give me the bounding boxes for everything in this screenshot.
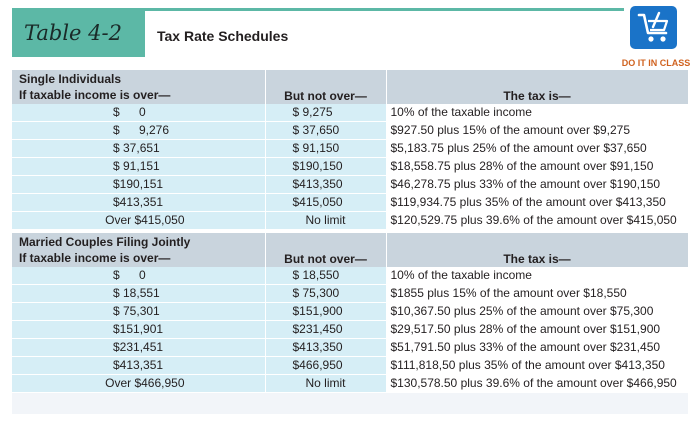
- tax-formula-cell: $120,529.75 plus 39.6% of the amount over $415,050: [386, 212, 688, 230]
- income-not-over-cell: $231,450: [265, 321, 386, 339]
- tax-formula-cell: $18,558.75 plus 28% of the amount over $91,150: [386, 158, 688, 176]
- income-over-value: $190,151: [113, 177, 164, 191]
- table-row: [12, 339, 688, 357]
- tax-formula-cell: $111,818,50 plus 35% of the amount over $413,350: [386, 357, 688, 375]
- income-over-value: $231,451: [113, 340, 164, 354]
- income-over-cell: [12, 285, 265, 303]
- income-over-value: 0: [139, 105, 146, 119]
- tax-formula-cell: $29,517.50 plus 28% of the amount over $151,900: [386, 321, 688, 339]
- income-over-value: Over $415,050: [105, 213, 185, 227]
- income-over-cell: [12, 194, 265, 212]
- income-over-value: $151,901: [113, 322, 164, 336]
- income-over-value: $ 91,151: [113, 159, 160, 173]
- income-over-value: $ 18,551: [113, 286, 160, 300]
- income-over-cell: [12, 176, 265, 194]
- single-header-row: [12, 70, 688, 104]
- table-row: [12, 194, 688, 212]
- income-not-over-cell: $190,150: [265, 158, 386, 176]
- income-not-over-cell: $413,350: [265, 339, 386, 357]
- income-over-cell: [12, 321, 265, 339]
- income-over-value: $ 37,651: [113, 141, 160, 155]
- income-not-over-cell: $ 91,150: [265, 140, 386, 158]
- schedule-table: [12, 70, 688, 393]
- table-title: Tax Rate Schedules: [157, 28, 289, 44]
- tax-formula-cell: $130,578.50 plus 39.6% of the amount over $466,950: [386, 375, 688, 393]
- income-over-cell: [12, 212, 265, 230]
- col2-header: But not over—: [265, 233, 386, 267]
- income-not-over-cell: $151,900: [265, 303, 386, 321]
- income-not-over-cell: No limit: [265, 212, 386, 230]
- income-not-over-cell: No limit: [265, 375, 386, 393]
- table-number-label: Table 4-2: [12, 8, 145, 57]
- table-row: [12, 104, 688, 122]
- income-not-over-cell: $415,050: [265, 194, 386, 212]
- currency-symbol: $: [113, 268, 120, 282]
- section-heading: [12, 70, 265, 104]
- col1-header: If taxable income is over—: [19, 88, 171, 102]
- tax-formula-cell: $5,183.75 plus 25% of the amount over $37,650: [386, 140, 688, 158]
- income-not-over-cell: $ 18,550: [265, 267, 386, 285]
- income-over-cell: [12, 140, 265, 158]
- table-row: [12, 158, 688, 176]
- table-row: [12, 267, 688, 285]
- income-over-value: $413,351: [113, 195, 164, 209]
- table-row: [12, 357, 688, 375]
- col3-header: The tax is—: [386, 70, 688, 104]
- col3-header: The tax is—: [386, 233, 688, 267]
- tax-formula-cell: 10% of the taxable income: [386, 104, 688, 122]
- income-over-cell: [12, 357, 265, 375]
- col1-header: If taxable income is over—: [19, 251, 171, 265]
- married-schedule: [12, 233, 688, 393]
- tax-formula-cell: $119,934.75 plus 35% of the amount over $413,350: [386, 194, 688, 212]
- income-over-value: 0: [139, 268, 146, 282]
- tax-formula-cell: $46,278.75 plus 33% of the amount over $190,150: [386, 176, 688, 194]
- income-not-over-cell: $ 75,300: [265, 285, 386, 303]
- tax-rate-schedule: [12, 70, 688, 414]
- income-not-over-cell: $ 37,650: [265, 122, 386, 140]
- income-over-cell: [12, 303, 265, 321]
- table-row: [12, 122, 688, 140]
- table-row: [12, 140, 688, 158]
- currency-symbol: $: [113, 123, 120, 137]
- single-schedule: [12, 70, 688, 230]
- income-over-cell: [12, 339, 265, 357]
- tax-formula-cell: $927.50 plus 15% of the amount over $9,275: [386, 122, 688, 140]
- badge-caption: DO IT IN CLASS: [621, 58, 691, 68]
- income-over-cell: [12, 267, 265, 285]
- section-heading: [12, 233, 265, 267]
- tax-formula-cell: $1855 plus 15% of the amount over $18,550: [386, 285, 688, 303]
- income-over-cell: [12, 122, 265, 140]
- tax-formula-cell: $10,367.50 plus 25% of the amount over $75,300: [386, 303, 688, 321]
- table-row: [12, 285, 688, 303]
- income-over-value: $413,351: [113, 358, 164, 372]
- do-it-in-class-icon: [630, 6, 677, 49]
- income-over-cell: [12, 158, 265, 176]
- income-over-value: 9,276: [139, 123, 170, 137]
- married-header-row: [12, 233, 688, 267]
- col2-header: But not over—: [265, 70, 386, 104]
- income-not-over-cell: $466,950: [265, 357, 386, 375]
- section-title: Single Individuals: [19, 72, 122, 86]
- income-over-value: Over $466,950: [105, 376, 185, 390]
- table-row: [12, 375, 688, 393]
- income-over-cell: [12, 375, 265, 393]
- section-title: Married Couples Filing Jointly: [19, 235, 191, 249]
- income-not-over-cell: $413,350: [265, 176, 386, 194]
- income-not-over-cell: $ 9,275: [265, 104, 386, 122]
- currency-symbol: $: [113, 105, 120, 119]
- tax-formula-cell: 10% of the taxable income: [386, 267, 688, 285]
- table-row: [12, 176, 688, 194]
- table-row: [12, 321, 688, 339]
- income-over-value: $ 75,301: [113, 304, 160, 318]
- table-row: [12, 303, 688, 321]
- tax-formula-cell: $51,791.50 plus 33% of the amount over $231,450: [386, 339, 688, 357]
- table-row: [12, 212, 688, 230]
- income-over-cell: [12, 104, 265, 122]
